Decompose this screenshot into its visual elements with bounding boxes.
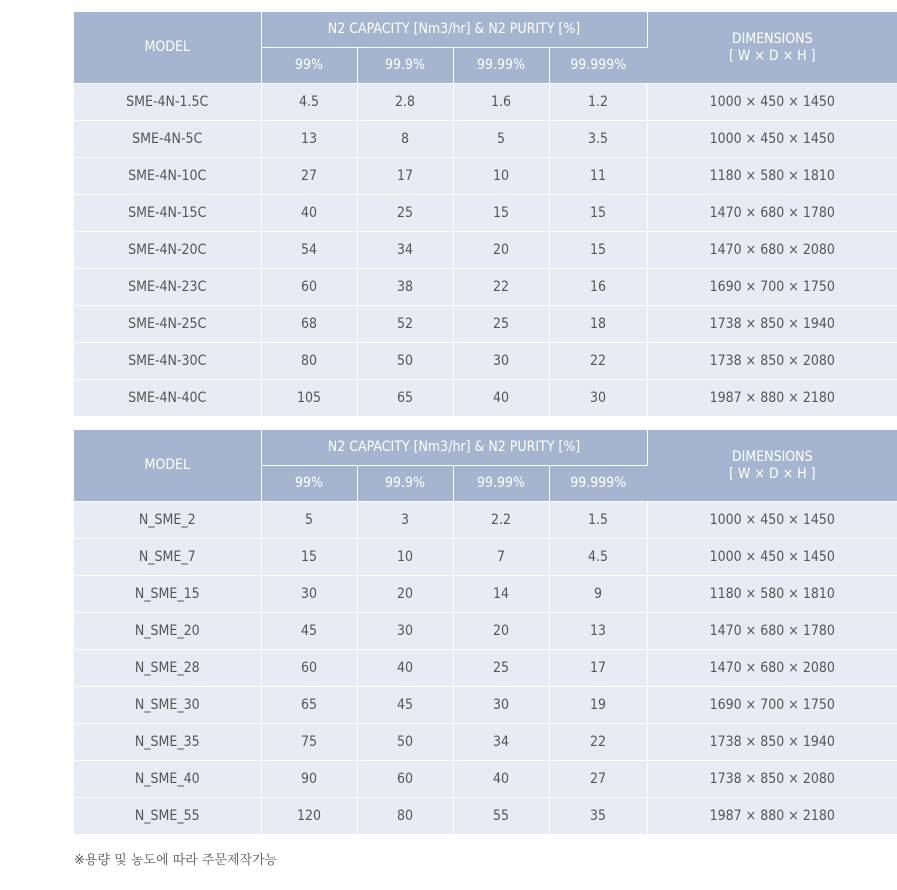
header-capacity: N2 CAPACITY [Nm3/hr] & N2 PURITY [%] xyxy=(261,12,647,48)
spec-table-sme-4n xyxy=(74,12,897,417)
header-dimensions-axes: [ W × D × H ] xyxy=(728,465,816,482)
table-row xyxy=(74,306,897,343)
capacity-99-cell: 120 xyxy=(261,798,357,835)
dimensions-cell: 1000 × 450 × 1450 xyxy=(647,539,897,576)
header-purity: 99% xyxy=(261,48,357,84)
capacity-99-99-cell: 20 xyxy=(453,613,549,650)
capacity-99-99-cell: 55 xyxy=(453,798,549,835)
dimensions-cell: 1738 × 850 × 1940 xyxy=(647,306,897,343)
header-purity: 99.99% xyxy=(453,48,549,84)
capacity-99-cell: 65 xyxy=(261,687,357,724)
table-body xyxy=(74,84,897,417)
table-body xyxy=(74,502,897,835)
capacity-99-999-cell: 17 xyxy=(549,650,647,687)
dimensions-cell: 1690 × 700 × 1750 xyxy=(647,687,897,724)
table-row xyxy=(74,195,897,232)
capacity-99-9-cell: 17 xyxy=(357,158,453,195)
dimensions-cell: 1180 × 580 × 1810 xyxy=(647,576,897,613)
capacity-99-9-cell: 60 xyxy=(357,761,453,798)
model-cell: SME-4N-23C xyxy=(74,269,261,306)
capacity-99-999-cell: 9 xyxy=(549,576,647,613)
dimensions-cell: 1987 × 880 × 2180 xyxy=(647,798,897,835)
table-row xyxy=(74,798,897,835)
capacity-99-99-cell: 25 xyxy=(453,650,549,687)
header-purity: 99.999% xyxy=(549,466,647,502)
model-cell: N_SME_2 xyxy=(74,502,261,539)
table-row xyxy=(74,502,897,539)
dimensions-cell: 1690 × 700 × 1750 xyxy=(647,269,897,306)
capacity-99-9-cell: 25 xyxy=(357,195,453,232)
model-cell: SME-4N-1.5C xyxy=(74,84,261,121)
capacity-99-9-cell: 45 xyxy=(357,687,453,724)
capacity-99-cell: 27 xyxy=(261,158,357,195)
capacity-99-cell: 75 xyxy=(261,724,357,761)
model-cell: N_SME_28 xyxy=(74,650,261,687)
table-row xyxy=(74,343,897,380)
capacity-99-cell: 15 xyxy=(261,539,357,576)
dimensions-cell: 1470 × 680 × 2080 xyxy=(647,232,897,269)
model-cell: SME-4N-40C xyxy=(74,380,261,417)
capacity-99-99-cell: 15 xyxy=(453,195,549,232)
header-purity: 99.9% xyxy=(357,466,453,502)
model-cell: N_SME_7 xyxy=(74,539,261,576)
table-row xyxy=(74,84,897,121)
header-purity: 99.99% xyxy=(453,466,549,502)
capacity-99-999-cell: 22 xyxy=(549,343,647,380)
model-cell: N_SME_40 xyxy=(74,761,261,798)
capacity-99-cell: 68 xyxy=(261,306,357,343)
header-capacity: N2 CAPACITY [Nm3/hr] & N2 PURITY [%] xyxy=(261,430,647,466)
model-cell: N_SME_30 xyxy=(74,687,261,724)
header-purity: 99.999% xyxy=(549,48,647,84)
capacity-99-999-cell: 35 xyxy=(549,798,647,835)
table-row xyxy=(74,761,897,798)
model-cell: SME-4N-30C xyxy=(74,343,261,380)
capacity-99-99-cell: 40 xyxy=(453,380,549,417)
dimensions-cell: 1000 × 450 × 1450 xyxy=(647,121,897,158)
capacity-99-9-cell: 50 xyxy=(357,343,453,380)
model-cell: SME-4N-20C xyxy=(74,232,261,269)
capacity-99-999-cell: 4.5 xyxy=(549,539,647,576)
custom-order-note: ※용량 및 농도에 따라 주문제작가능 xyxy=(74,853,278,868)
capacity-99-99-cell: 30 xyxy=(453,343,549,380)
table-row xyxy=(74,687,897,724)
header-model: MODEL xyxy=(74,430,261,502)
dimensions-cell: 1470 × 680 × 1780 xyxy=(647,195,897,232)
header-dimensions-axes: [ W × D × H ] xyxy=(728,47,816,64)
capacity-99-cell: 80 xyxy=(261,343,357,380)
capacity-99-99-cell: 10 xyxy=(453,158,549,195)
capacity-99-9-cell: 8 xyxy=(357,121,453,158)
capacity-99-999-cell: 1.5 xyxy=(549,502,647,539)
capacity-99-9-cell: 80 xyxy=(357,798,453,835)
capacity-99-9-cell: 34 xyxy=(357,232,453,269)
capacity-99-999-cell: 16 xyxy=(549,269,647,306)
capacity-99-cell: 30 xyxy=(261,576,357,613)
capacity-99-9-cell: 10 xyxy=(357,539,453,576)
capacity-99-9-cell: 50 xyxy=(357,724,453,761)
header-purity: 99.9% xyxy=(357,48,453,84)
capacity-99-9-cell: 30 xyxy=(357,613,453,650)
capacity-99-cell: 60 xyxy=(261,650,357,687)
capacity-99-999-cell: 19 xyxy=(549,687,647,724)
capacity-99-99-cell: 5 xyxy=(453,121,549,158)
capacity-99-9-cell: 3 xyxy=(357,502,453,539)
model-cell: N_SME_15 xyxy=(74,576,261,613)
table-row xyxy=(74,613,897,650)
model-cell: N_SME_55 xyxy=(74,798,261,835)
header-model: MODEL xyxy=(74,12,261,84)
capacity-99-999-cell: 27 xyxy=(549,761,647,798)
model-cell: SME-4N-10C xyxy=(74,158,261,195)
capacity-99-99-cell: 25 xyxy=(453,306,549,343)
capacity-99-999-cell: 22 xyxy=(549,724,647,761)
capacity-99-9-cell: 65 xyxy=(357,380,453,417)
header-dimensions-title: DIMENSIONS xyxy=(731,30,813,47)
capacity-99-cell: 5 xyxy=(261,502,357,539)
table-row xyxy=(74,539,897,576)
capacity-99-cell: 90 xyxy=(261,761,357,798)
table-row xyxy=(74,650,897,687)
capacity-99-999-cell: 13 xyxy=(549,613,647,650)
capacity-99-999-cell: 1.2 xyxy=(549,84,647,121)
capacity-99-999-cell: 18 xyxy=(549,306,647,343)
model-cell: N_SME_35 xyxy=(74,724,261,761)
capacity-99-9-cell: 40 xyxy=(357,650,453,687)
capacity-99-9-cell: 52 xyxy=(357,306,453,343)
capacity-99-cell: 4.5 xyxy=(261,84,357,121)
capacity-99-99-cell: 1.6 xyxy=(453,84,549,121)
spec-table-n-sme xyxy=(74,430,897,835)
model-cell: SME-4N-25C xyxy=(74,306,261,343)
table-row xyxy=(74,158,897,195)
capacity-99-cell: 40 xyxy=(261,195,357,232)
table-row xyxy=(74,380,897,417)
capacity-99-cell: 54 xyxy=(261,232,357,269)
dimensions-cell: 1000 × 450 × 1450 xyxy=(647,502,897,539)
dimensions-cell: 1470 × 680 × 1780 xyxy=(647,613,897,650)
capacity-99-cell: 60 xyxy=(261,269,357,306)
capacity-99-99-cell: 34 xyxy=(453,724,549,761)
capacity-99-999-cell: 11 xyxy=(549,158,647,195)
header-dimensions xyxy=(647,12,897,84)
capacity-99-999-cell: 15 xyxy=(549,232,647,269)
capacity-99-cell: 105 xyxy=(261,380,357,417)
dimensions-cell: 1738 × 850 × 2080 xyxy=(647,343,897,380)
dimensions-cell: 1180 × 580 × 1810 xyxy=(647,158,897,195)
capacity-99-99-cell: 2.2 xyxy=(453,502,549,539)
table-row xyxy=(74,121,897,158)
capacity-99-999-cell: 30 xyxy=(549,380,647,417)
capacity-99-99-cell: 7 xyxy=(453,539,549,576)
dimensions-cell: 1738 × 850 × 2080 xyxy=(647,761,897,798)
capacity-99-9-cell: 2.8 xyxy=(357,84,453,121)
capacity-99-9-cell: 20 xyxy=(357,576,453,613)
header-dimensions-title: DIMENSIONS xyxy=(731,448,813,465)
dimensions-cell: 1470 × 680 × 2080 xyxy=(647,650,897,687)
table-row xyxy=(74,232,897,269)
capacity-99-9-cell: 38 xyxy=(357,269,453,306)
capacity-99-99-cell: 30 xyxy=(453,687,549,724)
capacity-99-cell: 45 xyxy=(261,613,357,650)
table-row xyxy=(74,576,897,613)
header-dimensions xyxy=(647,430,897,502)
model-cell: SME-4N-15C xyxy=(74,195,261,232)
table-row xyxy=(74,269,897,306)
model-cell: SME-4N-5C xyxy=(74,121,261,158)
model-cell: N_SME_20 xyxy=(74,613,261,650)
dimensions-cell: 1987 × 880 × 2180 xyxy=(647,380,897,417)
capacity-99-99-cell: 22 xyxy=(453,269,549,306)
capacity-99-99-cell: 40 xyxy=(453,761,549,798)
capacity-99-99-cell: 20 xyxy=(453,232,549,269)
capacity-99-999-cell: 3.5 xyxy=(549,121,647,158)
header-purity: 99% xyxy=(261,466,357,502)
dimensions-cell: 1000 × 450 × 1450 xyxy=(647,84,897,121)
capacity-99-99-cell: 14 xyxy=(453,576,549,613)
capacity-99-999-cell: 15 xyxy=(549,195,647,232)
table-row xyxy=(74,724,897,761)
dimensions-cell: 1738 × 850 × 1940 xyxy=(647,724,897,761)
capacity-99-cell: 13 xyxy=(261,121,357,158)
